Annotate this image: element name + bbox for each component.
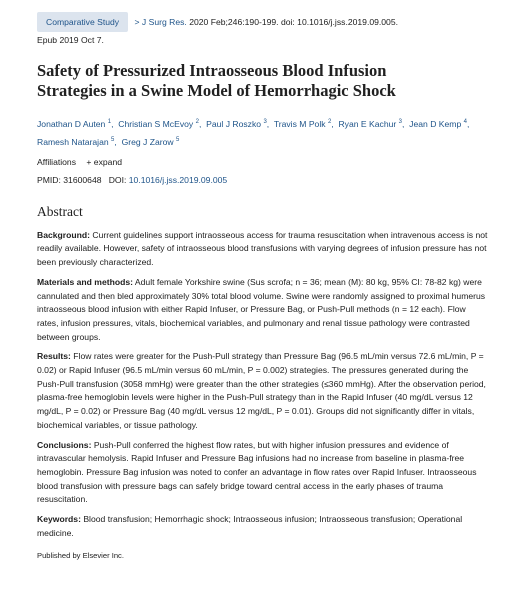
journal-link[interactable]: J Surg Res. — [141, 17, 187, 27]
author-affiliation-number[interactable]: 2 — [195, 119, 199, 125]
study-type-badge[interactable]: Comparative Study — [37, 12, 128, 32]
author-affiliation-number[interactable]: 5 — [111, 136, 115, 143]
author-link[interactable]: Ramesh Natarajan — [37, 136, 109, 147]
pmid-value: 31600648 — [63, 174, 102, 185]
author-affiliation-number[interactable]: 4 — [463, 119, 467, 125]
author-link[interactable]: Greg J Zarow — [121, 136, 174, 147]
abstract-conclusions — [37, 439, 489, 508]
author-link[interactable]: Jean D Kemp — [409, 118, 462, 129]
affiliations-row — [37, 155, 489, 169]
abstract-heading: Abstract — [37, 203, 83, 219]
section-text: Adult female Yorkshire swine (Sus scrofa; n = 36; mean (M): 80 kg, 95% CI: 78-82 kg) were cannulated and then bled approximately 30% total blood volume. Swine were randomly assigned to proximal humerus intraosseous blood infusion with either Rapid Infuser, or Pressure Bag, or Push-Pull methods (n = 12 each). Flow rates, infusion pressures, vitals, biochemical variables, and pulmonary and renal tissue pathology were contrasted between groups. — [37, 276, 486, 342]
section-text: Current guidelines support intraosseous access for trauma resuscitation when intravenous access is not readily available. However, safety of intraosseous blood transfusions with varying degrees of infusion pressure has not been previously characterized. — [37, 229, 488, 268]
abstract-keywords — [37, 513, 489, 540]
abstract-background — [37, 229, 489, 270]
epub-date: Epub 2019 Oct 7. — [37, 35, 104, 45]
pmid-label: PMID: — [37, 174, 61, 185]
section-text: Flow rates were greater for the Push-Pull strategy than Pressure Bag (96.5 mL/min versus 72.6 mL/min, P = 0.02) or Rapid Infuser (96.5 mL/min versus 60 mL/min, P = 0.002) strategies. The pressures generated during the Push-Pull transfusion (3058 mmHg) were greater than the other strategies (≤360 mmHg). After the observation period, plasma-free hemoglobin levels were higher in the Push-Pull strategy than in the Rapid Infuser (40 mg/dL versus 12 mg/dL, P = 0.02) or Pressure Bag (40 mg/dL versus 12 mg/dL, P = 0.01). Groups did not significantly differ in vitals, biochemical variables, or tissue pathology. — [37, 351, 486, 430]
author-list: Jonathan D Auten $^1$, Christian S McEvoy $^2$, Paul J Roszko $^3$, Travis M Polk $^2$, Ryan E Kachur $^3$, Jean D Kemp $^4$, Ramesh Natarajan $^5$, Greg J Zarow $^5$ — [37, 118, 472, 147]
section-text: Blood transfusion; Hemorrhagic shock; Intraosseous infusion; Intraosseous transfusion; Operational medicine. — [37, 514, 463, 538]
section-label: Background: — [37, 229, 90, 240]
doi-label: DOI: — [108, 174, 127, 185]
author-link[interactable]: Paul J Roszko — [206, 118, 262, 129]
author-affiliation-number[interactable]: 3 — [398, 119, 402, 125]
publisher-note: Published by Elsevier Inc. — [37, 551, 124, 561]
affiliations-label: Affiliations — [37, 156, 77, 167]
author-affiliation-number[interactable]: 1 — [107, 119, 112, 125]
abstract-results — [37, 350, 489, 432]
author-link[interactable]: Ryan E Kachur — [338, 118, 397, 129]
title-line-1: Safety of Pressurized Intraosseous Blood Infusion — [37, 61, 387, 80]
expand-affiliations-button[interactable]: + expand — [86, 156, 123, 167]
abstract-methods — [37, 276, 489, 345]
section-label: Keywords: — [37, 514, 81, 525]
author-link[interactable]: Jonathan D Auten — [37, 118, 106, 129]
author-affiliation-number[interactable]: 2 — [327, 119, 332, 125]
citation-line — [37, 12, 489, 32]
author-link[interactable]: Travis M Polk — [273, 118, 326, 129]
section-label: Materials and methods: — [37, 276, 133, 287]
section-label: Conclusions: — [37, 439, 92, 450]
author-affiliation-number[interactable]: 5 — [176, 136, 180, 143]
article-title — [37, 61, 489, 100]
section-label: Results: — [37, 351, 71, 362]
author-affiliation-number[interactable]: 3 — [263, 119, 267, 125]
identifier-row — [37, 173, 489, 187]
citation-text: 2020 Feb;246:190-199. doi: 10.1016/j.jss.2019.09.005. — [189, 17, 399, 27]
journal-arrow-icon[interactable]: > — [134, 17, 140, 27]
doi-link[interactable]: 10.1016/j.jss.2019.09.005 — [128, 174, 228, 185]
section-text: Push-Pull conferred the highest flow rates, but with higher infusion pressures and evidence of intravascular hemolysis. Rapid Infuser and Pressure Bag infusions had no increase from baseline in plasma-free hemoglobin. Pressure Bag infusion was noted to confer an advantage in flow rates over Rapid Infuser. Intraosseous blood transfusion with pressure bags can safely bridge toward central access in the early phases of trauma resuscitation. — [37, 439, 477, 505]
author-link[interactable]: Christian S McEvoy — [118, 118, 194, 129]
title-line-2: Strategies in a Swine Model of Hemorrhagic Shock — [37, 80, 396, 100]
